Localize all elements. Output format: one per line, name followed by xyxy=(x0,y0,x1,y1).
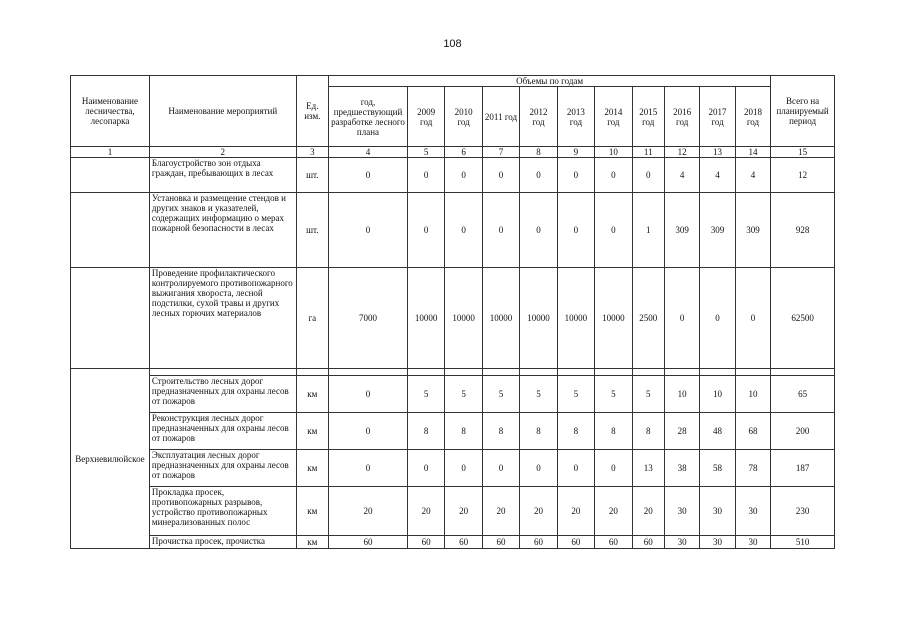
volume-value: 38 xyxy=(664,450,699,487)
column-number: 14 xyxy=(735,147,770,158)
volume-value: 30 xyxy=(735,487,770,536)
header-year: 2015 год xyxy=(632,87,664,147)
empty-cell xyxy=(149,369,296,376)
empty-cell xyxy=(445,369,482,376)
volume-value: 309 xyxy=(735,193,770,268)
column-number: 6 xyxy=(445,147,482,158)
volume-value: 0 xyxy=(557,193,594,268)
column-number: 11 xyxy=(632,147,664,158)
column-number: 9 xyxy=(557,147,594,158)
header-year: 2012 год xyxy=(520,87,557,147)
header-year: 2014 год xyxy=(595,87,632,147)
column-number: 4 xyxy=(329,147,408,158)
header-total: Всего на планируемый период xyxy=(771,76,835,147)
volume-value: 60 xyxy=(595,536,632,549)
volume-value: 0 xyxy=(700,268,735,369)
volume-value: 0 xyxy=(482,158,519,193)
volume-value: 0 xyxy=(329,193,408,268)
header-year: 2011 год xyxy=(482,87,519,147)
volume-value: 58 xyxy=(700,450,735,487)
volume-value: 30 xyxy=(700,536,735,549)
volume-value: 4 xyxy=(664,158,699,193)
volume-value: 0 xyxy=(632,158,664,193)
volume-value: 5 xyxy=(407,376,444,413)
volume-value: 309 xyxy=(664,193,699,268)
activity-name: Проведение профилактического контролируемого противопожарного выжигания хвороста, лесной подстилки, сухой травы и других лесных горючих материалов xyxy=(149,268,296,369)
total-value: 187 xyxy=(771,450,835,487)
forest-plan-table xyxy=(70,75,835,549)
column-number: 5 xyxy=(407,147,444,158)
column-number: 8 xyxy=(520,147,557,158)
volume-value: 60 xyxy=(407,536,444,549)
empty-cell xyxy=(735,369,770,376)
activity-name: Реконструкция лесных дорог предназначенных для охраны лесов от пожаров xyxy=(149,413,296,450)
unit-cell: шт. xyxy=(296,193,328,268)
volume-value: 4 xyxy=(735,158,770,193)
column-number: 15 xyxy=(771,147,835,158)
volume-value: 5 xyxy=(557,376,594,413)
volume-value: 60 xyxy=(329,536,408,549)
empty-cell xyxy=(296,369,328,376)
volume-value: 0 xyxy=(664,268,699,369)
header-volumes: Объемы по годам xyxy=(329,76,771,87)
volume-value: 30 xyxy=(664,536,699,549)
total-value: 65 xyxy=(771,376,835,413)
forestry-cell xyxy=(71,268,150,369)
volume-value: 0 xyxy=(557,158,594,193)
header-year: 2017 год xyxy=(700,87,735,147)
volume-value: 0 xyxy=(520,450,557,487)
volume-value: 309 xyxy=(700,193,735,268)
volume-value: 10000 xyxy=(520,268,557,369)
volume-value: 0 xyxy=(595,193,632,268)
empty-cell xyxy=(771,369,835,376)
volume-value: 20 xyxy=(445,487,482,536)
activity-name: Строительство лесных дорог предназначенных для охраны лесов от пожаров xyxy=(149,376,296,413)
volume-value: 0 xyxy=(407,450,444,487)
header-activity: Наименование мероприятий xyxy=(149,76,296,147)
volume-value: 0 xyxy=(520,193,557,268)
column-number: 13 xyxy=(700,147,735,158)
volume-value: 10 xyxy=(664,376,699,413)
total-value: 12 xyxy=(771,158,835,193)
volume-value: 5 xyxy=(632,376,664,413)
volume-value: 30 xyxy=(664,487,699,536)
activity-name: Прочистка просек, прочистка xyxy=(149,536,296,549)
volume-value: 0 xyxy=(445,193,482,268)
empty-cell xyxy=(664,369,699,376)
table-row xyxy=(71,193,835,268)
volume-value: 8 xyxy=(482,413,519,450)
volume-value: 20 xyxy=(595,487,632,536)
header-prior-year: год, предшествующий разработке лесного плана xyxy=(329,87,408,147)
table-row xyxy=(71,376,835,413)
volume-value: 0 xyxy=(329,376,408,413)
unit-cell: га xyxy=(296,268,328,369)
volume-value: 0 xyxy=(482,193,519,268)
forestry-name: Верхневилюйское xyxy=(71,369,150,549)
header-forestry: Наименование лесничества, лесопарка xyxy=(71,76,150,147)
volume-value: 78 xyxy=(735,450,770,487)
volume-value: 8 xyxy=(595,413,632,450)
unit-cell: км xyxy=(296,376,328,413)
volume-value: 0 xyxy=(329,413,408,450)
volume-value: 0 xyxy=(520,158,557,193)
volume-value: 10 xyxy=(700,376,735,413)
volume-value: 10000 xyxy=(482,268,519,369)
volume-value: 10 xyxy=(735,376,770,413)
total-value: 230 xyxy=(771,487,835,536)
unit-cell: км xyxy=(296,487,328,536)
header-year: 2016 год xyxy=(664,87,699,147)
volume-value: 10000 xyxy=(445,268,482,369)
volume-value: 0 xyxy=(445,450,482,487)
volume-value: 0 xyxy=(407,158,444,193)
volume-value: 5 xyxy=(482,376,519,413)
empty-cell xyxy=(482,369,519,376)
volume-value: 0 xyxy=(329,450,408,487)
volume-value: 7000 xyxy=(329,268,408,369)
volume-value: 8 xyxy=(520,413,557,450)
column-number: 3 xyxy=(296,147,328,158)
header-year: 2010 год xyxy=(445,87,482,147)
volume-value: 0 xyxy=(595,450,632,487)
volume-value: 30 xyxy=(735,536,770,549)
activity-name: Установка и размещение стендов и других знаков и указателей, содержащих информацию о мерах пожарной безопасности в лесах xyxy=(149,193,296,268)
table-row xyxy=(71,158,835,193)
volume-value: 68 xyxy=(735,413,770,450)
volume-value: 20 xyxy=(632,487,664,536)
total-value: 510 xyxy=(771,536,835,549)
volume-value: 0 xyxy=(595,158,632,193)
volume-value: 10000 xyxy=(595,268,632,369)
volume-value: 60 xyxy=(632,536,664,549)
volume-value: 48 xyxy=(700,413,735,450)
volume-value: 60 xyxy=(482,536,519,549)
forestry-cell xyxy=(71,193,150,268)
table-row xyxy=(71,413,835,450)
volume-value: 2500 xyxy=(632,268,664,369)
volume-value: 0 xyxy=(482,450,519,487)
volume-value: 8 xyxy=(557,413,594,450)
activity-name: Эксплуатация лесных дорог предназначенных для охраны лесов от пожаров xyxy=(149,450,296,487)
volume-value: 30 xyxy=(700,487,735,536)
volume-value: 20 xyxy=(329,487,408,536)
unit-cell: км xyxy=(296,536,328,549)
volume-value: 5 xyxy=(445,376,482,413)
table-row xyxy=(71,536,835,549)
table-row xyxy=(71,450,835,487)
header-unit: Ед. изм. xyxy=(296,76,328,147)
column-number: 7 xyxy=(482,147,519,158)
volume-value: 8 xyxy=(407,413,444,450)
volume-value: 0 xyxy=(329,158,408,193)
volume-value: 0 xyxy=(735,268,770,369)
volume-value: 20 xyxy=(557,487,594,536)
header-year: 2018 год xyxy=(735,87,770,147)
volume-value: 8 xyxy=(445,413,482,450)
volume-value: 10000 xyxy=(557,268,594,369)
empty-cell xyxy=(407,369,444,376)
table-row xyxy=(71,487,835,536)
empty-cell xyxy=(632,369,664,376)
column-number: 10 xyxy=(595,147,632,158)
volume-value: 20 xyxy=(482,487,519,536)
volume-value: 0 xyxy=(445,158,482,193)
header-year: 2009 год xyxy=(407,87,444,147)
page-number: 108 xyxy=(443,38,462,50)
volume-value: 28 xyxy=(664,413,699,450)
volume-value: 0 xyxy=(407,193,444,268)
volume-value: 5 xyxy=(520,376,557,413)
total-value: 62500 xyxy=(771,268,835,369)
empty-cell xyxy=(520,369,557,376)
volume-value: 20 xyxy=(407,487,444,536)
volume-value: 0 xyxy=(557,450,594,487)
volume-value: 13 xyxy=(632,450,664,487)
volume-value: 1 xyxy=(632,193,664,268)
total-value: 200 xyxy=(771,413,835,450)
volume-value: 60 xyxy=(557,536,594,549)
empty-cell xyxy=(329,369,408,376)
volume-value: 5 xyxy=(595,376,632,413)
unit-cell: км xyxy=(296,450,328,487)
forestry-cell xyxy=(71,158,150,193)
empty-cell xyxy=(557,369,594,376)
volume-value: 20 xyxy=(520,487,557,536)
volume-value: 4 xyxy=(700,158,735,193)
total-value: 928 xyxy=(771,193,835,268)
group-separator-row xyxy=(71,369,835,376)
column-number: 1 xyxy=(71,147,150,158)
activity-name: Благоустройство зон отдыха граждан, пребывающих в лесах xyxy=(149,158,296,193)
activity-name: Прокладка просек, противопожарных разрывов, устройство противопожарных минерализованных полос xyxy=(149,487,296,536)
volume-value: 60 xyxy=(520,536,557,549)
volume-value: 60 xyxy=(445,536,482,549)
volume-value: 10000 xyxy=(407,268,444,369)
column-number: 2 xyxy=(149,147,296,158)
unit-cell: км xyxy=(296,413,328,450)
header-year: 2013 год xyxy=(557,87,594,147)
unit-cell: шт. xyxy=(296,158,328,193)
table-row xyxy=(71,268,835,369)
empty-cell xyxy=(700,369,735,376)
volume-value: 8 xyxy=(632,413,664,450)
empty-cell xyxy=(595,369,632,376)
column-number: 12 xyxy=(664,147,699,158)
